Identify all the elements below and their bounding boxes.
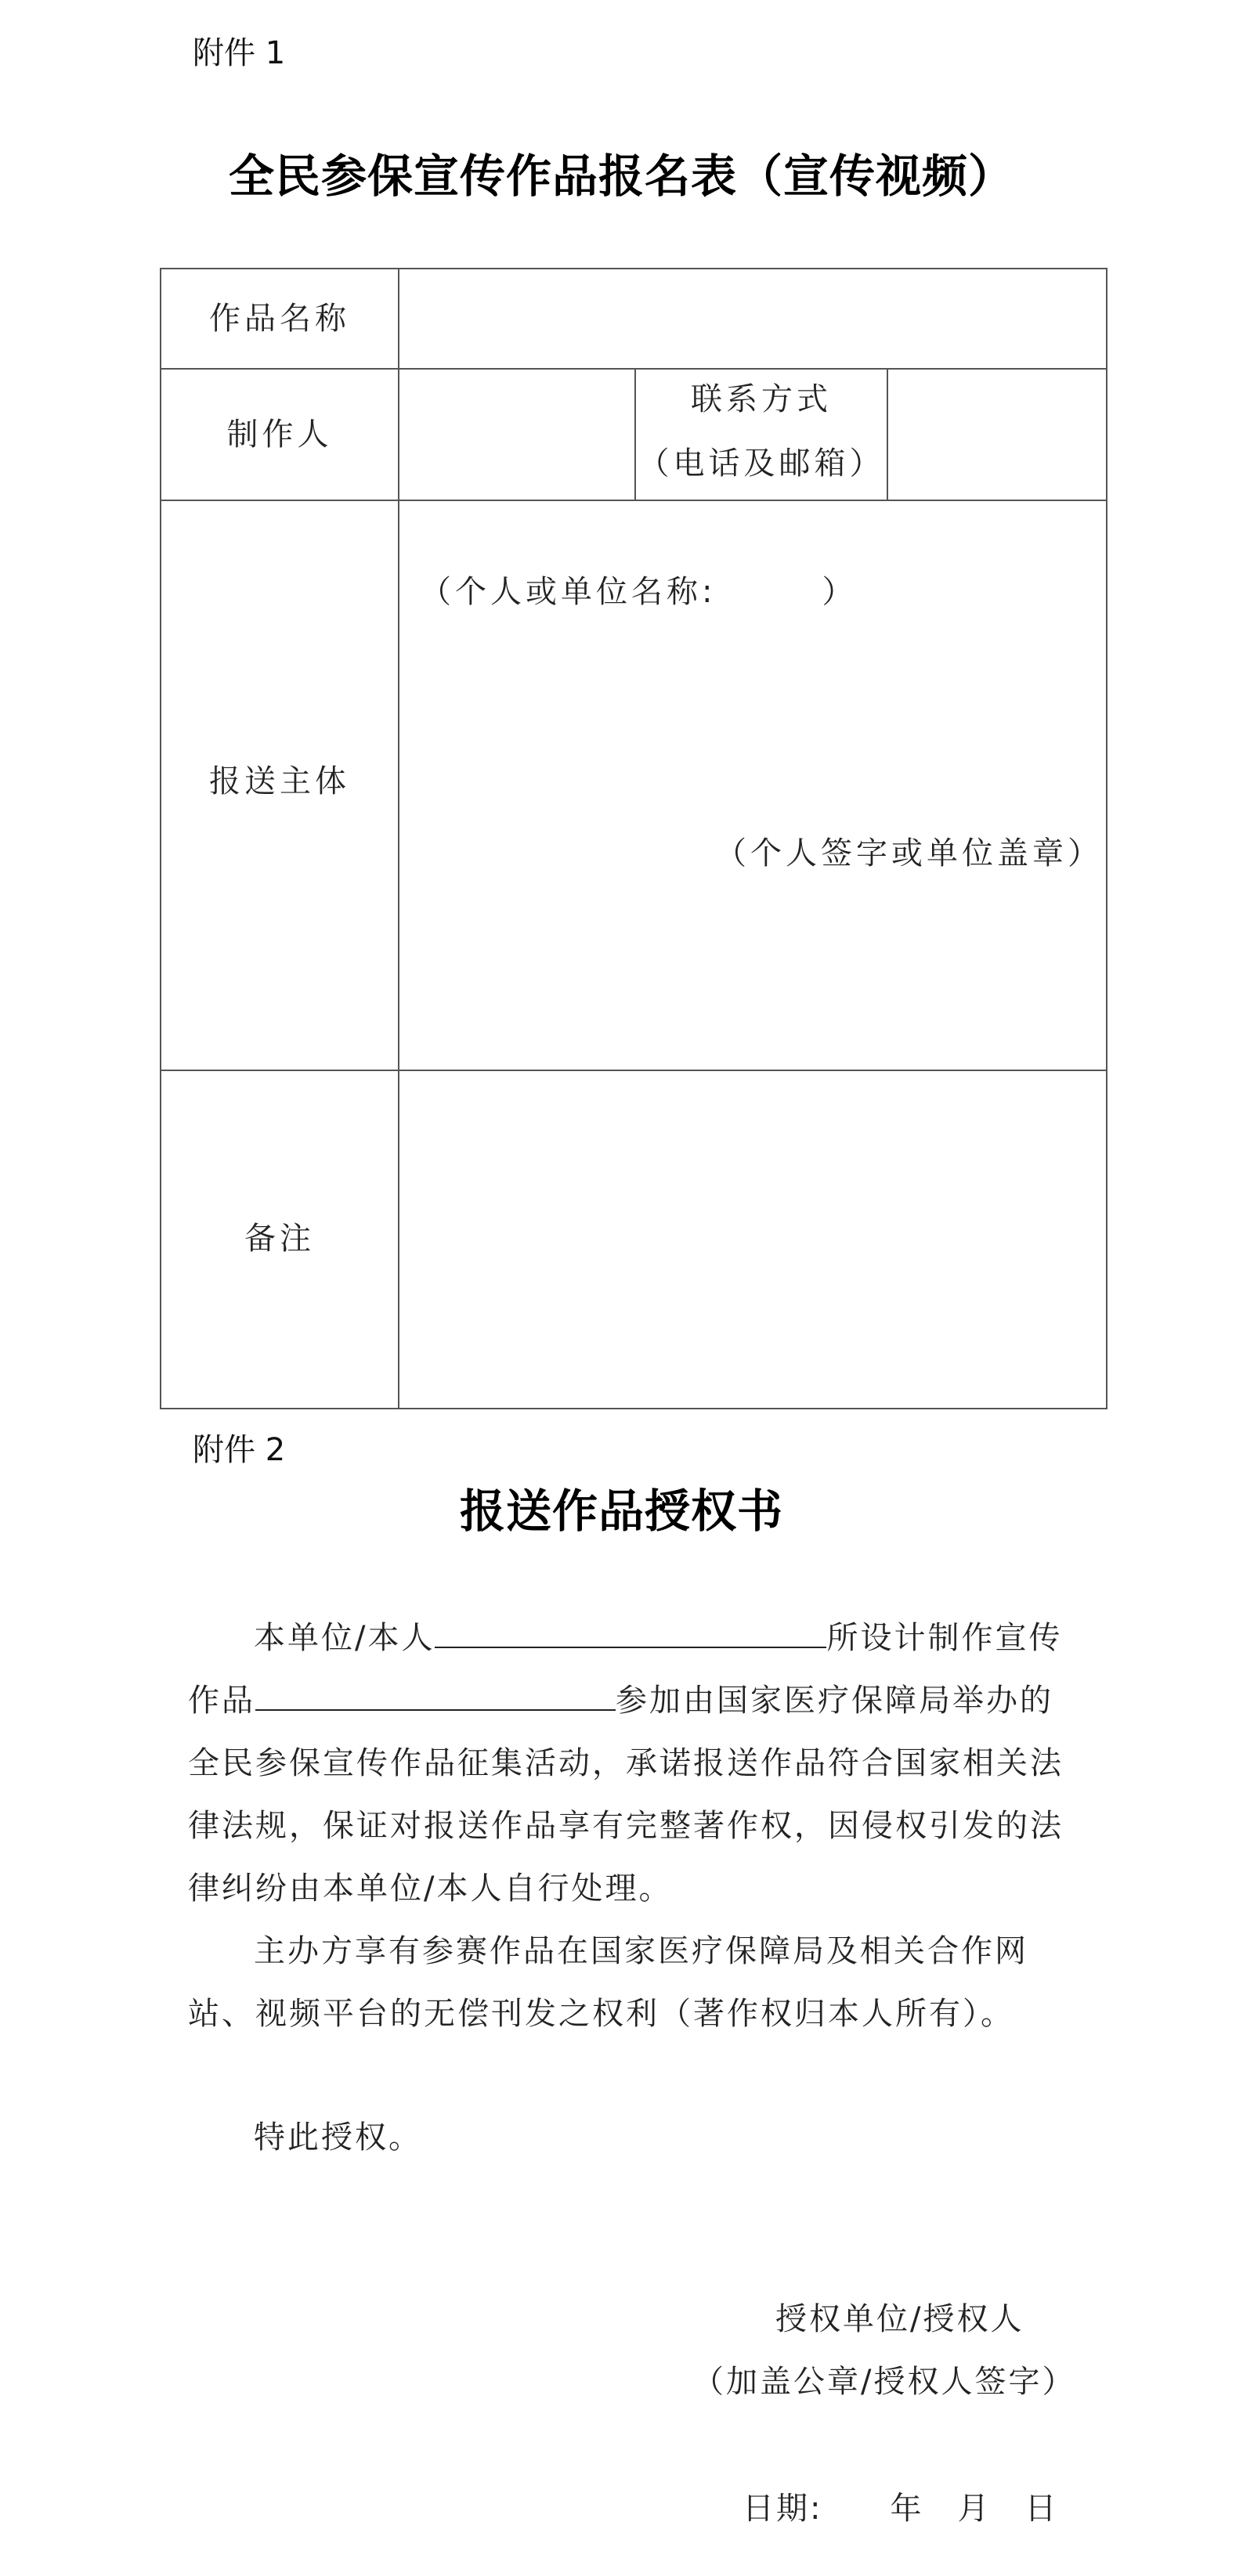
remarks-field[interactable] xyxy=(399,1071,1106,1408)
authorization-paragraph-2-line-1: 主办方享有参赛作品在国家医疗保障局及相关合作网 xyxy=(254,1933,1028,1969)
producer-field[interactable] xyxy=(399,370,634,500)
producer-label: 制作人 xyxy=(226,417,333,453)
work-name-field[interactable] xyxy=(399,269,1106,368)
para1-line2-suffix: 参加由国家医疗保障局举办的 xyxy=(616,1683,1053,1719)
authorization-paragraph-1-line-1 xyxy=(254,1607,1123,1669)
authorization-closing: 特此授权。 xyxy=(254,2120,422,2156)
work-name-label: 作品名称 xyxy=(209,301,350,337)
submitter-label: 报送主体 xyxy=(209,763,350,799)
signer-hint: （加盖公章/授权人签字） xyxy=(692,2364,1076,2400)
remarks-label: 备注 xyxy=(244,1221,315,1257)
contact-field[interactable] xyxy=(888,370,1106,500)
contact-label-line1: 联系方式 xyxy=(691,381,832,417)
attachment-1-label: 附件 1 xyxy=(193,35,286,71)
attachment-2-label: 附件 2 xyxy=(193,1432,286,1468)
date-line: 日期: 年 月 日 xyxy=(743,2491,1059,2527)
unit-name-blank[interactable] xyxy=(435,1611,826,1648)
para1-line1-suffix: 所设计制作宣传 xyxy=(826,1620,1063,1656)
authorization-paragraph-1-line-3: 全民参保宣传作品征集活动，承诺报送作品符合国家相关法 xyxy=(188,1745,1064,1781)
authorization-paragraph-1-line-4: 律法规，保证对报送作品享有完整著作权，因侵权引发的法 xyxy=(188,1808,1064,1844)
submitter-name-hint: （个人或单位名称: ） xyxy=(420,574,858,610)
table-row-divider xyxy=(161,500,1106,501)
contact-label-line2: （电话及邮箱） xyxy=(638,446,885,482)
work-title-blank[interactable] xyxy=(255,1673,616,1711)
para1-line2-prefix: 作品 xyxy=(188,1683,255,1719)
authorization-paragraph-1-line-2 xyxy=(188,1669,1057,1732)
registration-form-title: 全民参保宣传作品报名表（宣传视频） xyxy=(228,150,1014,203)
authorization-paragraph-1-line-5: 律纠纷由本单位/本人自行处理。 xyxy=(188,1871,673,1907)
signer-label: 授权单位/授权人 xyxy=(775,2301,1024,2337)
registration-form-table xyxy=(160,268,1107,1409)
para1-line1-prefix: 本单位/本人 xyxy=(254,1620,435,1656)
authorization-letter-title: 报送作品授权书 xyxy=(459,1485,783,1538)
submitter-sign-hint: （个人签字或单位盖章） xyxy=(715,835,1103,871)
authorization-paragraph-2-line-2: 站、视频平台的无偿刊发之权利（著作权归本人所有）。 xyxy=(188,1996,1014,2032)
